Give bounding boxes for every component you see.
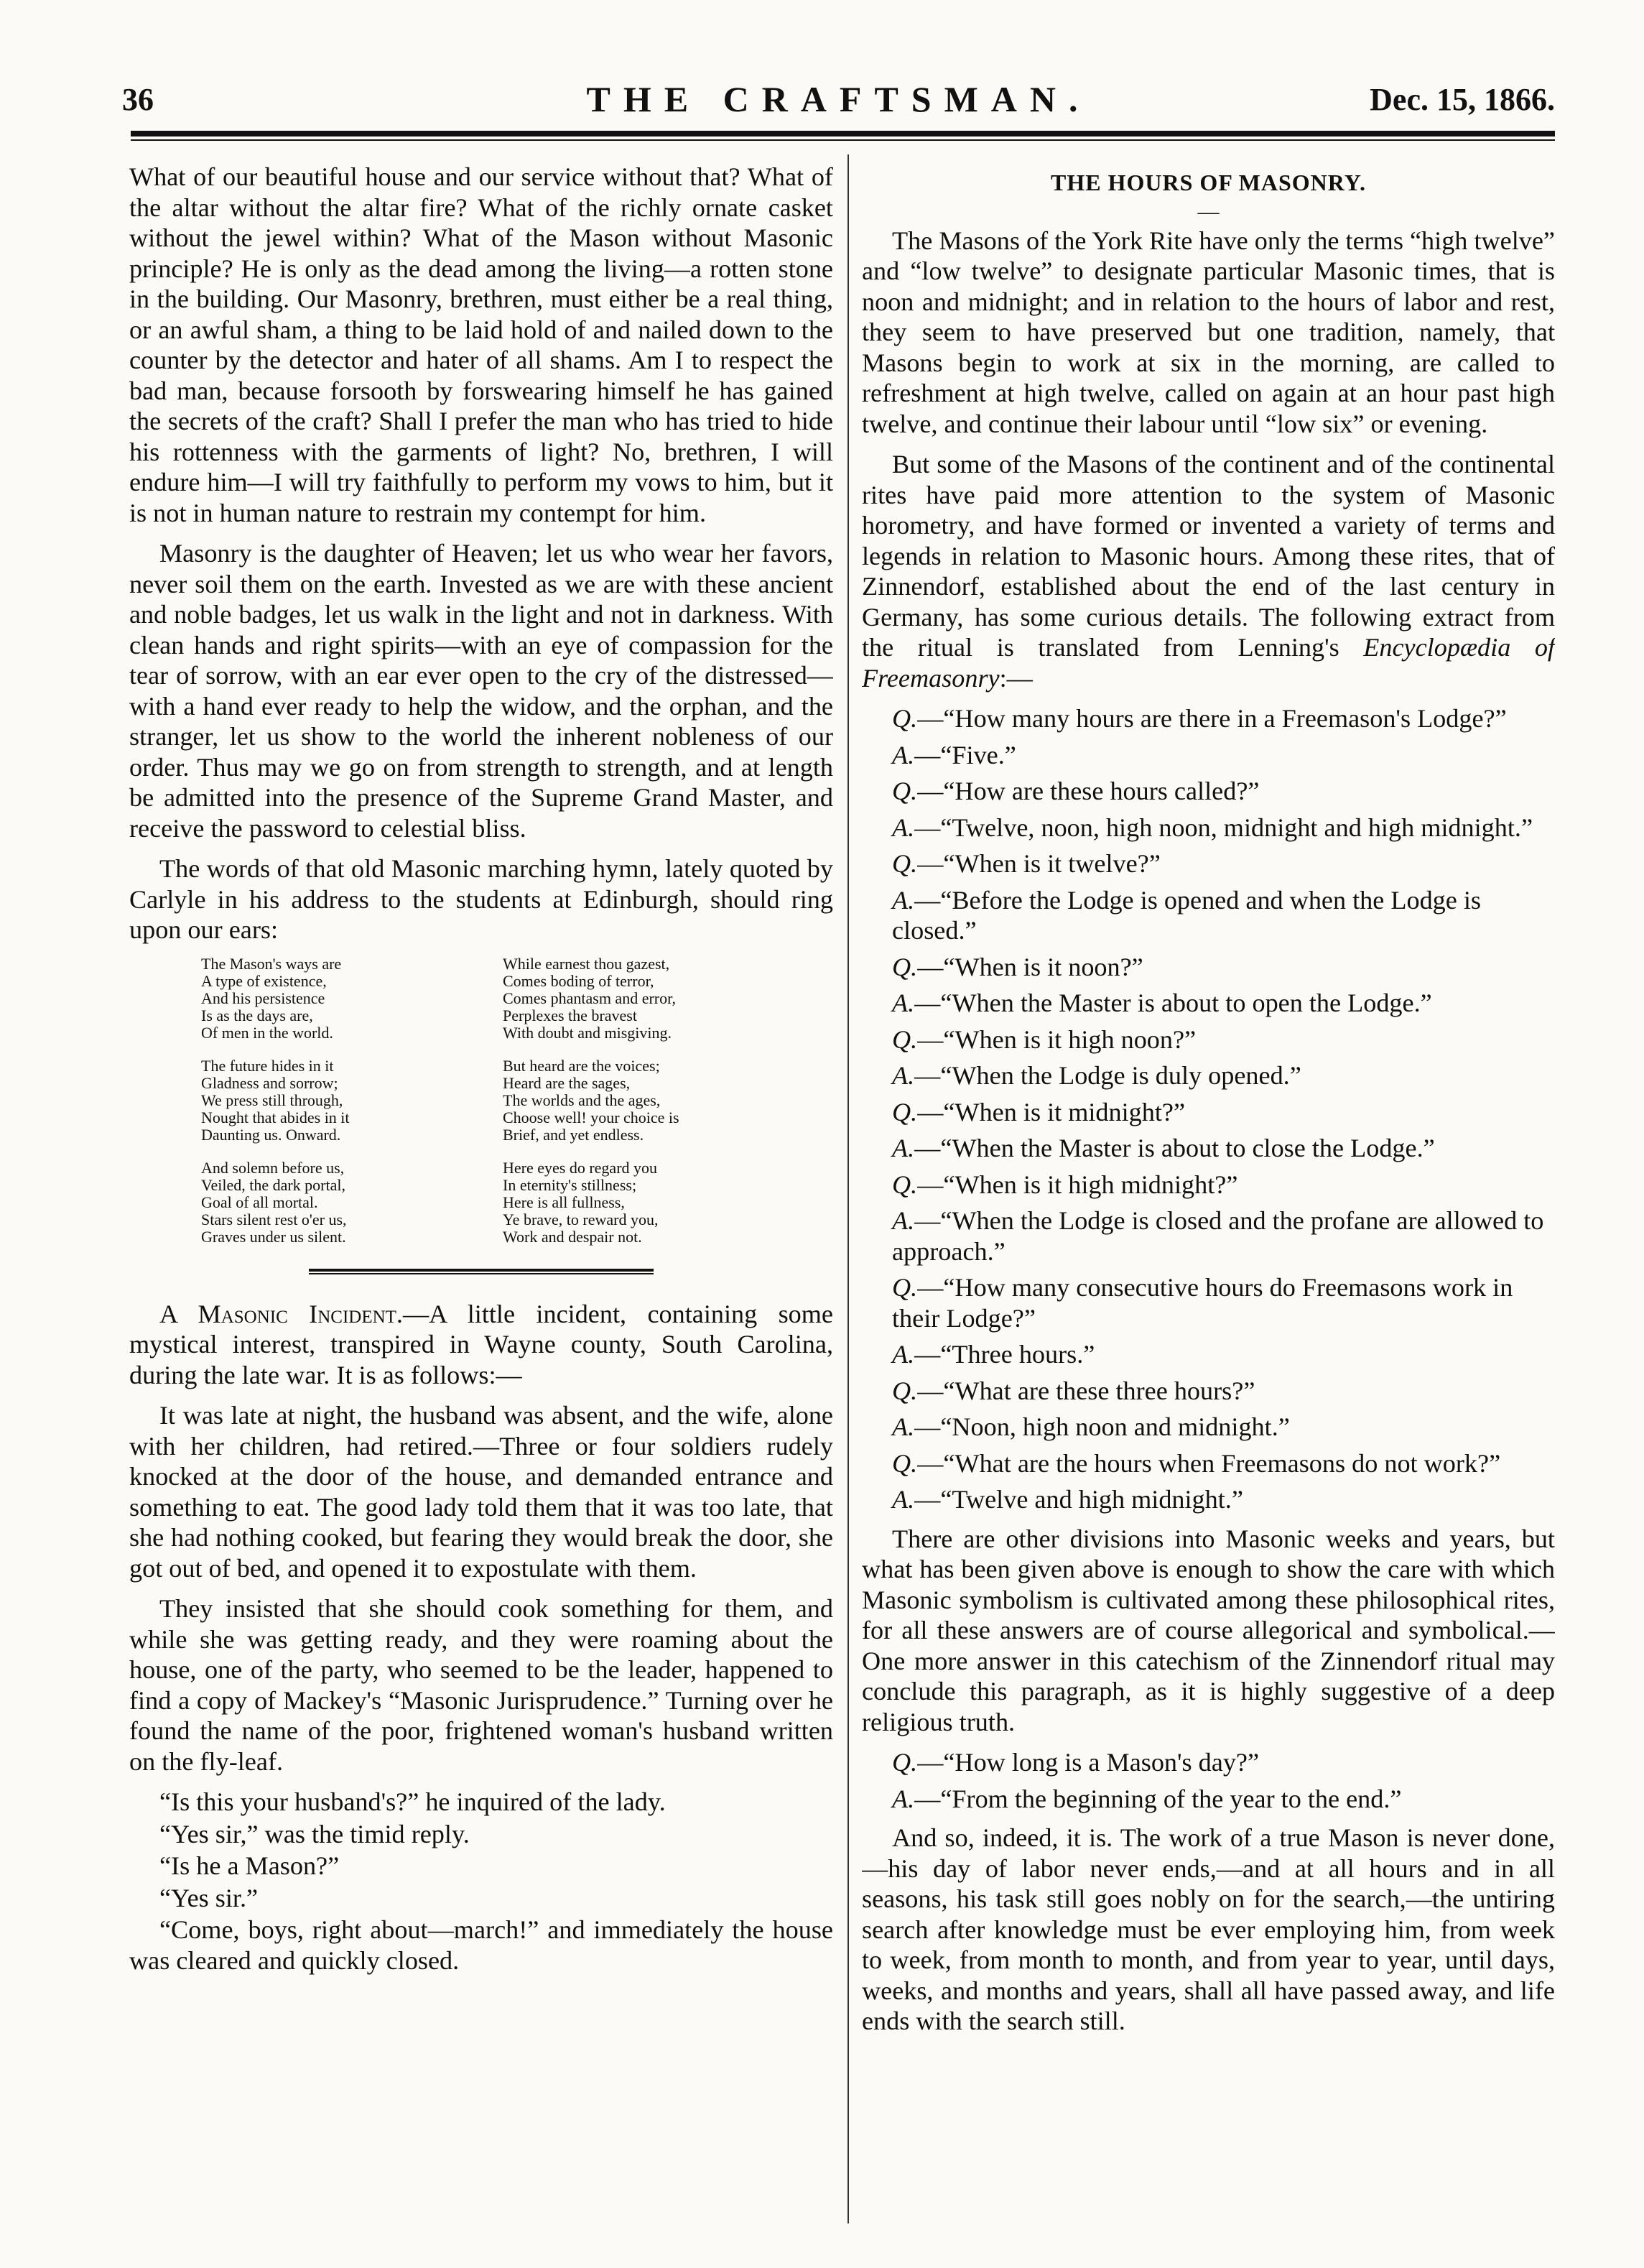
catechism-text: —“What are these three hours?” xyxy=(917,1376,1255,1405)
stanza xyxy=(201,955,474,1042)
verse-line: Gladness and sorrow; xyxy=(201,1073,338,1092)
verse-line: While earnest thou gazest, xyxy=(503,954,670,973)
catechism-text: —“When the Master is about to close the Lodge.” xyxy=(914,1134,1435,1162)
catechism-question xyxy=(862,1097,1555,1128)
verse-line: And solemn before us, xyxy=(201,1158,345,1177)
catechism-answer xyxy=(862,1205,1555,1267)
catechism-answer xyxy=(862,1060,1555,1091)
stanza xyxy=(503,1057,776,1144)
catechism-tag: Q. xyxy=(892,1376,918,1405)
dialogue-line: “Yes sir,” was the timid reply. xyxy=(159,1819,470,1848)
catechism-question xyxy=(862,1170,1555,1200)
catechism-answer xyxy=(862,1133,1555,1164)
paragraph: Masonry is the daughter of Heaven; let us who wear her favors, never soil them on the earth. Invested as we are with these ancient and noble badges, let us walk in the light and not in darkness. With clean hands and right spirits—with an eye of compassion for the tear of sorrow, with an ear ever open to the cry of the distressed—with a hand ever ready to help the widow, and the orphan, and the stranger, let us show to the world the inherent nobleness of our order. Thus may we go on from strength to strength, and at length be admitted into the presence of the Supreme Grand Master, and receive the password to celestial bliss. xyxy=(129,539,833,843)
catechism-text: —“Before the Lodge is opened and when the Lodge is closed.” xyxy=(892,885,1482,945)
dialogue-line: “Is he a Mason?” xyxy=(159,1851,340,1880)
right-column xyxy=(862,162,1555,2231)
paragraph: There are other divisions into Masonic weeks and years, but what has been given above is enough to show the care with which Masonic symbolism is cultivated among these philosophical rites, for all these answers are of course allegorical and symbolical.—One more answer in this catechism of the Zinnendorf ritual may conclude this paragraph, as it is highly suggestive of a deep religious truth. xyxy=(862,1524,1555,1736)
verse-line: Daunting us. Onward. xyxy=(201,1125,341,1144)
catechism-text: —“When is it high midnight?” xyxy=(917,1170,1238,1199)
catechism-text: —“When the Lodge is closed and the profane are allowed to approach.” xyxy=(892,1206,1544,1266)
catechism-list-final xyxy=(862,1747,1555,1814)
catechism-answer xyxy=(862,988,1555,1019)
verse-line: A type of existence, xyxy=(201,971,327,990)
paragraph xyxy=(862,449,1555,693)
catechism-question xyxy=(862,952,1555,983)
dialogue-line: “Is this your husband's?” he inquired of the lady. xyxy=(159,1787,666,1816)
verse-line: Comes phantasm and error, xyxy=(503,989,677,1007)
verse-line: Goal of all mortal. xyxy=(201,1193,318,1211)
paragraph: They insisted that she should cook something for them, and while she was getting ready, and they were roaming about the house, one of the party, who seemed to be the leader, happened to find a copy of Mackey's “Masonic Jurisprudence.” Turning over he found the name of the poor, frightened woman's husband written on the fly-leaf. xyxy=(129,1594,833,1776)
verse-line: The Mason's ways are xyxy=(201,954,342,973)
catechism-answer xyxy=(862,1339,1555,1370)
publication-title: THE CRAFTSMAN. xyxy=(586,79,1091,119)
catechism-answer xyxy=(862,1484,1555,1515)
headline-dash: — xyxy=(1197,199,1220,223)
catechism-tag: A. xyxy=(892,1784,915,1813)
catechism-question xyxy=(862,1448,1555,1479)
source-title: Encyclopædia of Freemasonry xyxy=(862,633,1555,693)
catechism-tag: Q. xyxy=(892,777,918,805)
catechism-tag: A. xyxy=(892,989,915,1017)
page-number: 36 xyxy=(122,82,154,117)
catechism-list xyxy=(862,703,1555,1515)
catechism-answer xyxy=(862,885,1555,946)
section-divider xyxy=(309,1269,654,1272)
catechism-tag: A. xyxy=(892,1485,915,1514)
catechism-question xyxy=(862,1024,1555,1055)
verse-line: The worlds and the ages, xyxy=(503,1091,661,1109)
catechism-text: —“What are the hours when Freemasons do not work?” xyxy=(917,1448,1501,1478)
catechism-text: —“Five.” xyxy=(914,740,1016,769)
paragraph-tail: :— xyxy=(999,663,1033,693)
catechism-text: —“From the beginning of the year to the end.” xyxy=(914,1784,1402,1813)
left-column xyxy=(129,162,833,2231)
section-divider-thin xyxy=(309,1273,654,1274)
catechism-text: —“When is it high noon?” xyxy=(917,1024,1197,1054)
catechism-tag: A. xyxy=(892,885,915,915)
catechism-tag: Q. xyxy=(892,704,918,733)
catechism-answer xyxy=(862,1784,1555,1815)
catechism-tag: Q. xyxy=(892,1448,918,1478)
catechism-tag: A. xyxy=(892,1340,915,1369)
catechism-question xyxy=(862,776,1555,807)
catechism-text: —“How are these hours called?” xyxy=(917,777,1260,805)
catechism-tag: A. xyxy=(892,813,915,842)
article-title: A Masonic Incident. xyxy=(159,1299,403,1328)
header-rule-thick xyxy=(131,131,1555,136)
verse-line: Stars silent rest o'er us, xyxy=(201,1210,347,1228)
article-lead xyxy=(129,1299,833,1391)
verse-line: But heard are the voices; xyxy=(503,1056,660,1075)
catechism-tag: A. xyxy=(892,740,915,769)
verse-line: Choose well! your choice is xyxy=(503,1108,679,1126)
catechism-tag: Q. xyxy=(892,1097,918,1126)
catechism-tag: Q. xyxy=(892,1273,918,1302)
catechism-tag: Q. xyxy=(892,1748,918,1777)
verse-line: Heard are the sages, xyxy=(503,1073,631,1092)
paragraph: What of our beautiful house and our service without that? What of the altar without the altar fire? What of the richly ornate casket without the jewel within? What of the Mason without Masonic principle? He is only as the dead among the living—a rotten stone in the building. Our Masonry, brethren, must either be a real thing, or an awful sham, a thing to be laid hold of and nailed down to the counter by the detector and hater of all shams. Am I to respect the bad man, because forsooth by forswearing himself he has gained the secrets of the craft? Shall I prefer the man who has tried to hide his rottenness with the garments of light? No, brethren, I will endure him—I will try faithfully to perform my vows to him, but it is not in human nature to restrain my contempt for him. xyxy=(129,162,833,527)
catechism-answer xyxy=(862,813,1555,843)
catechism-question xyxy=(862,1747,1555,1778)
paragraph: And so, indeed, it is. The work of a true Mason is never done,—his day of labor never ends,—and at all hours and in all seasons, his task still goes nobly on for the search,—the untiring search after knowledge must be ever employing him, from week to week, from month to month, and from year to year, until days, weeks, and months and years, shall all have passed away, and life ends with the search still. xyxy=(862,1823,1555,2035)
stanza xyxy=(201,1057,474,1144)
dialogue-line: “Yes sir.” xyxy=(159,1883,259,1912)
issue-date: Dec. 15, 1866. xyxy=(1370,82,1555,117)
verse-line: We press still through, xyxy=(201,1091,343,1109)
verse-line: Here eyes do regard you xyxy=(503,1158,658,1177)
verse-line: Comes boding of terror, xyxy=(503,971,654,990)
verse-line: Ye brave, to reward you, xyxy=(503,1210,659,1228)
article-intro: —A little incident, containing some mystical interest, transpired in Wayne county, South Carolina, during the late war. It is as follows:— xyxy=(129,1299,833,1389)
catechism-text: —“When is it twelve?” xyxy=(917,849,1161,878)
article-headline: THE HOURS OF MASONRY. xyxy=(1051,170,1366,195)
stanza xyxy=(503,955,776,1042)
paragraph: The words of that old Masonic marching hymn, lately quoted by Carlyle in his address to the students at Edinburgh, should ring upon our ears: xyxy=(129,854,833,944)
paragraph: The Masons of the York Rite have only the terms “high twelve” and “low twelve” to designate particular Masonic times, that is noon and midnight; and in relation to the hours of labor and rest, they seem to have preserved but one tradition, namely, that Masons begin to work at six in the morning, are called to refreshment at high twelve, called on again at an hour past high twelve, and continue their labour until “low six” or evening. xyxy=(862,226,1555,438)
catechism-tag: Q. xyxy=(892,849,918,878)
verse-line: The future hides in it xyxy=(201,1056,334,1075)
catechism-tag: Q. xyxy=(892,1024,918,1054)
verse-line: Nought that abides in it xyxy=(201,1108,350,1126)
header-rule-thin xyxy=(131,139,1555,141)
catechism-text: —“Twelve, noon, high noon, midnight and high midnight.” xyxy=(914,813,1533,842)
catechism-text: —“How many hours are there in a Freemason's Lodge?” xyxy=(917,704,1507,733)
catechism-question xyxy=(862,1376,1555,1407)
catechism-text: —“Three hours.” xyxy=(914,1340,1095,1369)
paragraph: It was late at night, the husband was absent, and the wife, alone with her children, had retired.—Three or four soldiers rudely knocked at the door of the house, and demanded entrance and something to eat. The good lady told them that it was too late, that she had nothing cooked, but fearing they would break the door, she got out of bed, and opened it to expostulate with them. xyxy=(129,1401,833,1583)
hymn-verse xyxy=(201,955,833,1262)
catechism-text: —“When is it noon?” xyxy=(917,952,1143,981)
catechism-tag: A. xyxy=(892,1134,915,1162)
dialogue-line: “Come, boys, right about—march!” and immediately the house was cleared and quickly closed. xyxy=(129,1915,833,1975)
catechism-text: —“Noon, high noon and midnight.” xyxy=(914,1412,1290,1441)
column-separator xyxy=(847,154,849,2223)
hymn-column-left xyxy=(201,955,474,1262)
catechism-question xyxy=(862,1272,1555,1333)
paragraph-text: But some of the Masons of the continent and of the continental rites have paid more attention to the system of Masonic horometry, and have formed or invented a variety of terms and legends in relation to Masonic hours. Among these rites, that of Zinnendorf, established about the end of the last century in Germany, has some curious details. The following extract from the ritual is translated from Lenning's xyxy=(862,450,1555,662)
verse-line: Brief, and yet endless. xyxy=(503,1125,644,1144)
catechism-tag: A. xyxy=(892,1206,915,1235)
catechism-text: —“How many consecutive hours do Freemasons work in their Lodge?” xyxy=(892,1273,1513,1333)
verse-line: Is as the days are, xyxy=(201,1006,313,1024)
hymn-column-right xyxy=(503,955,776,1262)
verse-line: Of men in the world. xyxy=(201,1023,333,1042)
catechism-tag: A. xyxy=(892,1061,915,1090)
catechism-answer xyxy=(862,740,1555,771)
catechism-text: —“When is it midnight?” xyxy=(917,1097,1186,1126)
running-header xyxy=(122,75,1555,123)
catechism-text: —“How long is a Mason's day?” xyxy=(917,1748,1260,1777)
verse-line: Here is all fullness, xyxy=(503,1193,625,1211)
catechism-question xyxy=(862,848,1555,879)
verse-line: In eternity's stillness; xyxy=(503,1175,637,1194)
catechism-question xyxy=(862,703,1555,734)
catechism-text: —“Twelve and high midnight.” xyxy=(914,1485,1243,1514)
verse-line: Work and despair not. xyxy=(503,1227,642,1246)
verse-line: Perplexes the bravest xyxy=(503,1006,637,1024)
verse-line: And his persistence xyxy=(201,989,325,1007)
catechism-text: —“When the Master is about to open the Lodge.” xyxy=(914,989,1432,1017)
stanza xyxy=(503,1160,776,1246)
catechism-answer xyxy=(862,1412,1555,1443)
catechism-tag: Q. xyxy=(892,1170,918,1199)
verse-line: With doubt and misgiving. xyxy=(503,1023,672,1042)
verse-line: Veiled, the dark portal, xyxy=(201,1175,345,1194)
verse-line: Graves under us silent. xyxy=(201,1227,346,1246)
catechism-text: —“When the Lodge is duly opened.” xyxy=(914,1061,1301,1090)
catechism-tag: Q. xyxy=(892,952,918,981)
stanza xyxy=(201,1160,474,1246)
catechism-tag: A. xyxy=(892,1412,915,1441)
